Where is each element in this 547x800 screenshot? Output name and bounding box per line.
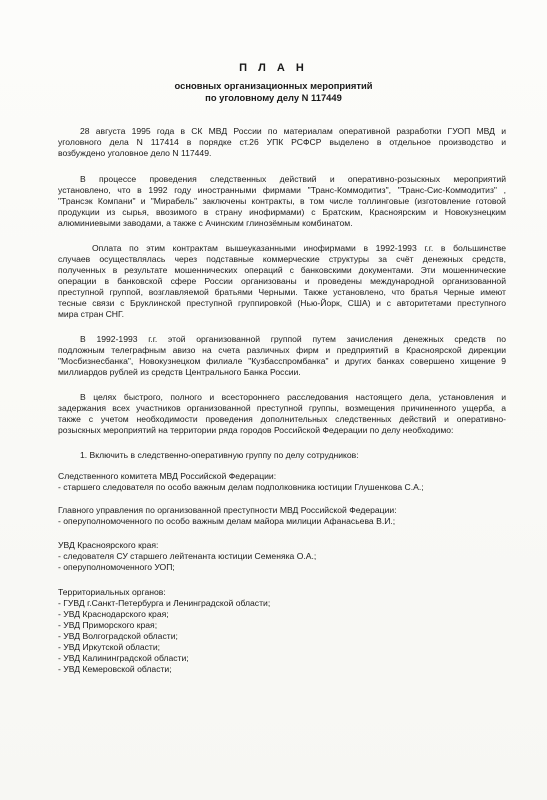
org-heading: Следственного комитета МВД Российской Федерации: [58,471,277,481]
text-line: преступной группой, возглавляемой братьями Черными. Также установлено, что братья Черные имеют [58,287,506,297]
list-item: - оперуполномоченного по особо важным делам майора милиции Афанасьева В.И.; [58,516,396,526]
text-line: 28 августа 1995 года в СК МВД России по материалам оперативной разработки ГУОП МВД и [80,126,506,136]
text-line: установлено, что в 1992 году иностранными фирмами "Транс-Коммодитиз", "Транс-Сис-Коммодитиз" , [58,185,506,195]
list-item: - УВД Иркутской области; [58,642,161,652]
list-item: - УВД Калининградской области; [58,653,189,663]
text-line: В процессе проведения следственных действий и оперативно-розыскных мероприятий [80,174,506,184]
text-line: В целях быстрого, полного и всестороннего расследования настоящего дела, установления и [80,392,506,402]
document-subtitle-line-1: основных организационных мероприятий [174,80,373,91]
list-item: - УВД Приморского края; [58,620,158,630]
text-line: операции в банковской сфере России организованы и проведены международной организованной [58,276,506,286]
list-item: - оперуполномоченного УОП; [58,562,175,572]
list-item: - следователя СУ старшего лейтенанта юстиции Семеняка О.А.; [58,551,317,561]
document-title: П Л А Н [239,62,308,74]
text-line: "Трансэк Компани" и "Мирабель" заключены контракты, в том числе толлинговые (изготовление готовой [58,196,506,206]
org-heading: Территориальных органов: [58,587,166,597]
text-line: Оплата по этим контрактам вышеуказанными инофирмами в 1992-1993 г.г. в большинстве [92,243,506,253]
text-line: розыскных мероприятий на территории ряда городов Российской Федерации по делу необходимо: [58,425,454,435]
document-subtitle-line-2: по уголовному делу N 117449 [205,92,342,103]
text-line: алюминиевыми заводами, а также с Ачинским глинозёмным комбинатом. [58,218,353,228]
text-line: продукции из сырья, ввозимого в страну инофирмами) с Братским, Красноярским и Новокузнецким [58,207,506,217]
list-item: - УВД Волгоградской области; [58,631,178,641]
list-item: - УВД Краснодарского края; [58,609,169,619]
org-heading: Главного управления по организованной преступности МВД Российской Федерации: [58,505,397,515]
text-line: мира стран СНГ. [58,309,124,319]
text-line: задержания всех участников организованной преступной группы, возмещения причиненного ущерба, а [58,403,506,413]
text-line: подложным телеграфным авизо на счета различных фирм и предприятий в Красноярской дирекции [58,345,506,355]
text-line: миллиардов рублей из средств Центрального Банка России. [58,367,301,377]
list-item: - ГУВД г.Санкт-Петербурга и Ленинградской области; [58,598,271,608]
text-line: "Мосбизнесбанка", Новокузнецком филиале "Кузбасспромбанка" и других банках совершено хищение 9 [58,356,506,366]
list-item: - УВД Кемеровской области; [58,664,172,674]
org-heading: УВД Красноярского края: [58,540,159,550]
text-line: случаев осуществлялась через подставные коммерческие структуры за счёт денежных средств, [58,254,506,264]
text-line: полученных в результате мошеннических операций с банковскими документами. Эти мошеннические [58,265,506,275]
list-item: - старшего следователя по особо важным делам подполковника юстиции Глушенкова С.А.; [58,482,424,492]
text-line: также с учетом необходимости проведения дополнительных следственных действий и оперативно- [58,414,506,424]
text-line: возбуждено уголовное дело N 117449. [58,148,212,158]
text-line: тесные связи с Бруклинской преступной группировкой (Нью-Йорк, США) и с авторитетами преступного [58,298,506,308]
text-line: уголовного дела N 117414 в порядке ст.26 УПК РСФСР выделено в отдельное производство и [58,137,506,147]
text-line: В 1992-1993 г.г. этой организованной группой путем зачисления денежных средств по [80,334,506,344]
list-item: 1. Включить в следственно-оперативную группу по делу сотрудников: [80,450,359,460]
